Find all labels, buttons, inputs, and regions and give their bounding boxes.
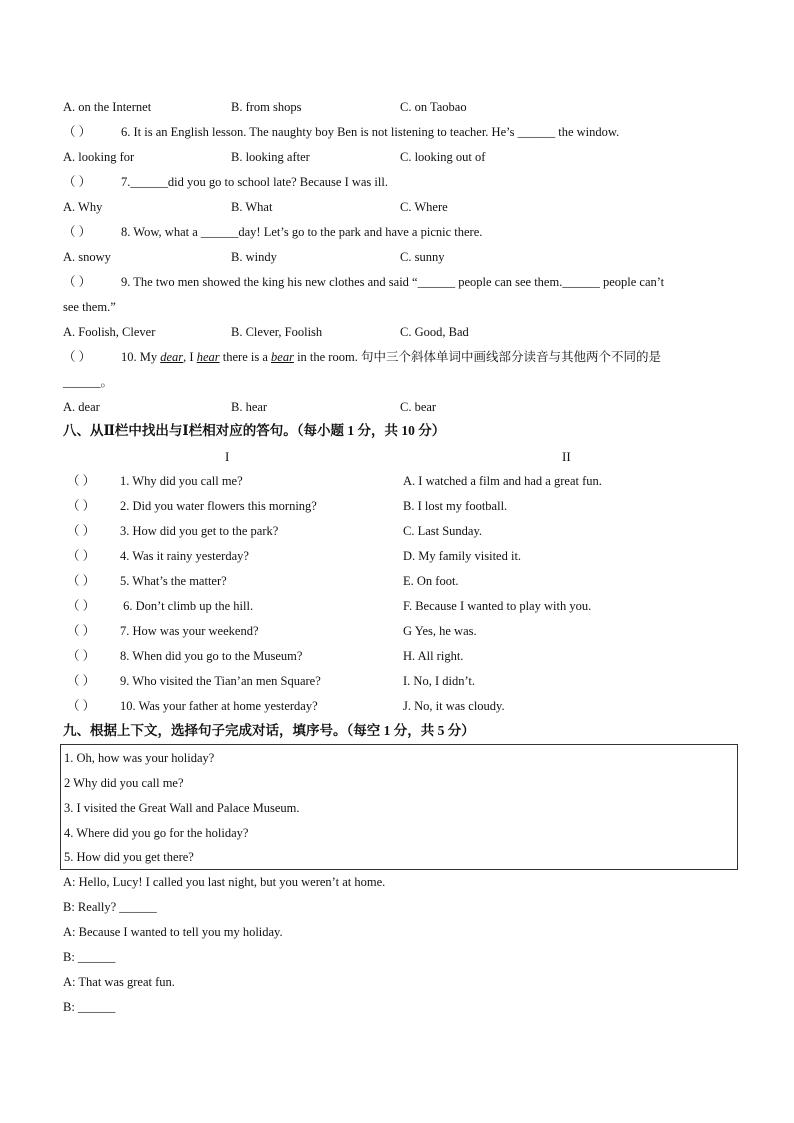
answer-paren: （ ）: [67, 624, 96, 638]
q5-option-a: A. on the Internet: [63, 100, 152, 114]
match-right-item: J. No, it was cloudy.: [403, 699, 505, 713]
q9-option-b: B. Clever, Foolish: [231, 325, 323, 339]
q10-option-a: A. dear: [63, 400, 100, 414]
q8-option-b: B. windy: [231, 250, 277, 264]
match-left-item: [67, 648, 302, 664]
question-9-text: 9. The two men showed the king his new clothes and said “______ people can see them.______ people can’t: [121, 275, 665, 289]
match-right-item: E. On foot.: [403, 574, 459, 588]
answer-paren: （ ）: [67, 524, 96, 538]
answer-paren: （ ）: [63, 225, 92, 239]
choice-2: 2 Why did you call me?: [64, 776, 184, 790]
question-7-text: 7.______did you go to school late? Because I was ill.: [121, 175, 388, 189]
q7-option-c: C. Where: [400, 200, 448, 214]
match-left-item: [67, 548, 249, 564]
q10-word-hear: hear: [196, 350, 220, 364]
answer-paren: （ ）: [67, 574, 96, 588]
column-1-header: I: [225, 449, 230, 464]
question-9: [63, 274, 664, 290]
section-9-heading: 九、根据上下文，选择句子完成对话，填序号。（每空 1 分，共 5 分）: [63, 723, 475, 738]
match-right-item: I. No, I didn’t.: [403, 674, 475, 688]
q8-option-a: A. snowy: [63, 250, 111, 264]
q10-word-dear: dear: [160, 350, 184, 364]
dialog-line: B: ______: [63, 950, 116, 964]
q6-option-c: C. looking out of: [400, 150, 486, 164]
question-8: [63, 224, 482, 240]
answer-paren: （ ）: [67, 699, 96, 713]
choice-5: 5. How did you get there?: [64, 850, 194, 864]
choice-3: 3. I visited the Great Wall and Palace Museum.: [64, 801, 300, 815]
column-2-header: II: [562, 449, 571, 464]
q10-suffix: in the room. 句中三个斜体单词中画线部分读音与其他两个不同的是: [293, 350, 661, 364]
q10-option-b: B. hear: [231, 400, 268, 414]
q5-option-b: B. from shops: [231, 100, 302, 114]
match-left-item: [67, 598, 253, 614]
question-10: [63, 349, 661, 365]
match-right-item: H. All right.: [403, 649, 464, 663]
question-7: [63, 174, 388, 190]
choice-4: 4. Where did you go for the holiday?: [64, 826, 249, 840]
q10-option-c: C. bear: [400, 400, 437, 414]
q9-option-a: A. Foolish, Clever: [63, 325, 156, 339]
match-left-item: [67, 573, 227, 589]
dialog-line: A: Hello, Lucy! I called you last night, but you weren’t at home.: [63, 875, 386, 889]
section-8-heading: 八、从Ⅱ栏中找出与Ⅰ栏相对应的答句。（每小题 1 分，共 10 分）: [63, 423, 446, 438]
match-left-item: [67, 623, 259, 639]
answer-paren: （ ）: [63, 350, 92, 364]
q7-option-a: A. Why: [63, 200, 103, 214]
match-left-item: [67, 673, 321, 689]
match-right-item: A. I watched a film and had a great fun.: [403, 474, 602, 488]
dialog-line: B: ______: [63, 1000, 116, 1014]
q6-option-b: B. looking after: [231, 150, 310, 164]
answer-paren: （ ）: [67, 674, 96, 688]
q10-word-bear: bear: [271, 350, 294, 364]
match-left-text: 2. Did you water flowers this morning?: [120, 499, 317, 513]
match-left-text: 7. How was your weekend?: [120, 624, 259, 638]
q8-option-c: C. sunny: [400, 250, 445, 264]
answer-paren: （ ）: [67, 649, 96, 663]
match-left-item: [67, 523, 278, 539]
answer-paren: （ ）: [67, 599, 96, 613]
question-8-text: 8. Wow, what a ______day! Let’s go to the park and have a picnic there.: [121, 225, 483, 239]
match-right-item: C. Last Sunday.: [403, 524, 483, 538]
q10-mid2: there is a: [219, 350, 272, 364]
q10-mid1: , I: [183, 350, 197, 364]
answer-paren: （ ）: [63, 175, 92, 189]
q9-option-c: C. Good, Bad: [400, 325, 469, 339]
match-left-text: 5. What’s the matter?: [120, 574, 227, 588]
choice-1: 1. Oh, how was your holiday?: [64, 751, 215, 765]
match-left-text: 3. How did you get to the park?: [120, 524, 279, 538]
match-left-item: [67, 498, 317, 514]
q5-option-c: C. on Taobao: [400, 100, 467, 114]
answer-paren: （ ）: [67, 499, 96, 513]
match-left-text: 6. Don’t climb up the hill.: [120, 599, 254, 613]
question-6-text: 6. It is an English lesson. The naughty boy Ben is not listening to teacher. He’s ______ the window.: [121, 125, 620, 139]
question-9-continued: see them.”: [63, 300, 116, 314]
answer-paren: （ ）: [63, 275, 92, 289]
answer-paren: （ ）: [67, 474, 96, 488]
q7-option-b: B. What: [231, 200, 273, 214]
match-left-text: 1. Why did you call me?: [120, 474, 243, 488]
dialog-line: B: Really? ______: [63, 900, 157, 914]
match-right-item: G Yes, he was.: [403, 624, 477, 638]
match-left-item: [67, 698, 318, 714]
match-right-item: B. I lost my football.: [403, 499, 508, 513]
dialog-line: A: Because I wanted to tell you my holiday.: [63, 925, 283, 939]
match-left-item: [67, 473, 243, 489]
match-left-text: 8. When did you go to the Museum?: [120, 649, 303, 663]
q6-option-a: A. looking for: [63, 150, 135, 164]
match-left-text: 4. Was it rainy yesterday?: [120, 549, 249, 563]
match-right-item: F. Because I wanted to play with you.: [403, 599, 592, 613]
q10-prefix: 10. My: [121, 350, 161, 364]
match-right-item: D. My family visited it.: [403, 549, 522, 563]
match-left-text: 10. Was your father at home yesterday?: [120, 699, 318, 713]
dialog-line: A: That was great fun.: [63, 975, 175, 989]
match-left-text: 9. Who visited the Tian’an men Square?: [120, 674, 321, 688]
question-10-continued: ______。: [63, 375, 114, 389]
sentence-choice-box: [60, 744, 738, 870]
answer-paren: （ ）: [63, 125, 92, 139]
question-6: [63, 124, 619, 140]
answer-paren: （ ）: [67, 549, 96, 563]
